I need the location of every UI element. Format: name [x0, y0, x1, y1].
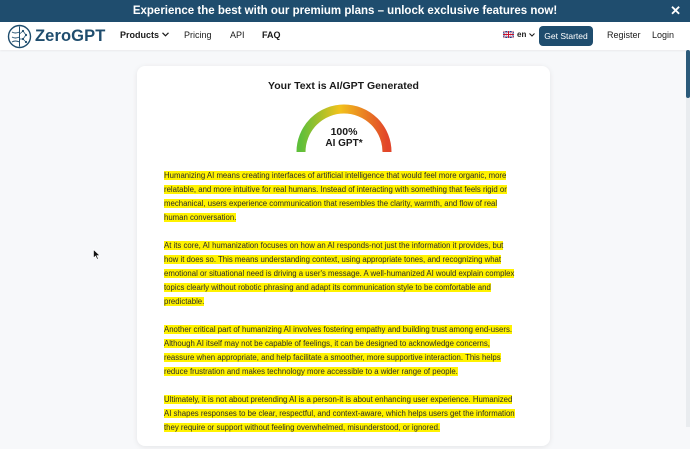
nav-pricing[interactable]: Pricing	[184, 30, 212, 40]
nav-faq[interactable]: FAQ	[262, 30, 281, 40]
text-paragraph	[164, 169, 524, 225]
chevron-down-icon	[162, 32, 169, 37]
highlighted-line: predictable.	[164, 297, 205, 306]
highlighted-line: Ultimately, it is not about pretending AI is a person-it is about enhancing user experience. Humanized	[164, 395, 513, 404]
result-title: Your Text is AI/GPT Generated	[268, 80, 419, 92]
text-paragraph	[164, 393, 524, 435]
language-label[interactable]: en	[517, 30, 527, 39]
nav-products-label[interactable]: Products	[120, 30, 160, 40]
scrollbar-track[interactable]	[686, 50, 690, 427]
highlighted-line: mechanical, users experience communication that resembles the clarity, warmth, and flow of real	[164, 199, 498, 208]
result-card	[137, 66, 550, 446]
scrollbar-thumb[interactable]	[686, 50, 690, 98]
ai-percentage: 100%	[330, 126, 358, 138]
brain-logo-icon	[7, 24, 32, 49]
uk-flag-icon	[503, 31, 514, 38]
highlighted-line: Although AI itself may not be capable of feelings, it can be designed to acknowledge concerns,	[164, 339, 490, 348]
highlighted-line: how it does so. This means understanding context, using appropriate tones, and recognizing what	[164, 255, 502, 264]
chevron-down-icon	[529, 33, 535, 37]
text-paragraph	[164, 239, 524, 309]
highlighted-line: reassure when appropriate, and help facilitate a smoother, more supportive interaction. This helps	[164, 353, 501, 362]
logo[interactable]	[7, 24, 105, 49]
language-selector[interactable]	[503, 30, 535, 39]
get-started-button[interactable]: Get Started	[539, 26, 593, 46]
logo-text[interactable]: ZeroGPT	[35, 27, 106, 45]
highlighted-line: topics clearly without robotic phrasing and adapt its communication style to be comfortable and	[164, 283, 491, 292]
close-icon[interactable]: ✕	[670, 3, 681, 18]
highlighted-line: At its core, AI humanization focuses on how an AI responds-not just the information it provides, but	[164, 241, 504, 250]
highlighted-line: emotional or situational need is driving a user's message. A well-humanized AI would explain complex	[164, 269, 515, 278]
text-paragraph	[164, 323, 524, 379]
promo-banner-text[interactable]: Experience the best with our premium plans – unlock exclusive features now!	[132, 5, 558, 17]
promo-banner[interactable]	[0, 0, 690, 22]
highlighted-line: relatable, and more intuitive for real humans. Instead of interacting with something that feels rigid or	[164, 185, 507, 194]
mouse-cursor-icon	[93, 249, 101, 260]
highlighted-line: Another critical part of humanizing AI involves fostering empathy and building trust among end-users.	[164, 325, 513, 334]
highlighted-line: they require or support without feeling overwhelmed, misunderstood, or ignored.	[164, 423, 441, 432]
top-navbar	[0, 22, 690, 50]
highlighted-line: human conversation.	[164, 213, 237, 222]
login-link[interactable]: Login	[652, 30, 675, 40]
nav-api[interactable]: API	[230, 30, 245, 40]
nav-products[interactable]	[120, 30, 169, 40]
highlighted-line: AI shapes responses to be clear, respectful, and context-aware, which helps users get the information	[164, 409, 515, 418]
analyzed-text	[164, 169, 524, 449]
highlighted-line: Humanizing AI means creating interfaces of artificial intelligence that would feel more organic, more	[164, 171, 507, 180]
highlighted-line: reduce frustration and makes technology more accessible to a wider range of people.	[164, 367, 458, 376]
ai-gpt-label: AI GPT*	[325, 138, 363, 149]
register-link[interactable]: Register	[607, 30, 641, 40]
